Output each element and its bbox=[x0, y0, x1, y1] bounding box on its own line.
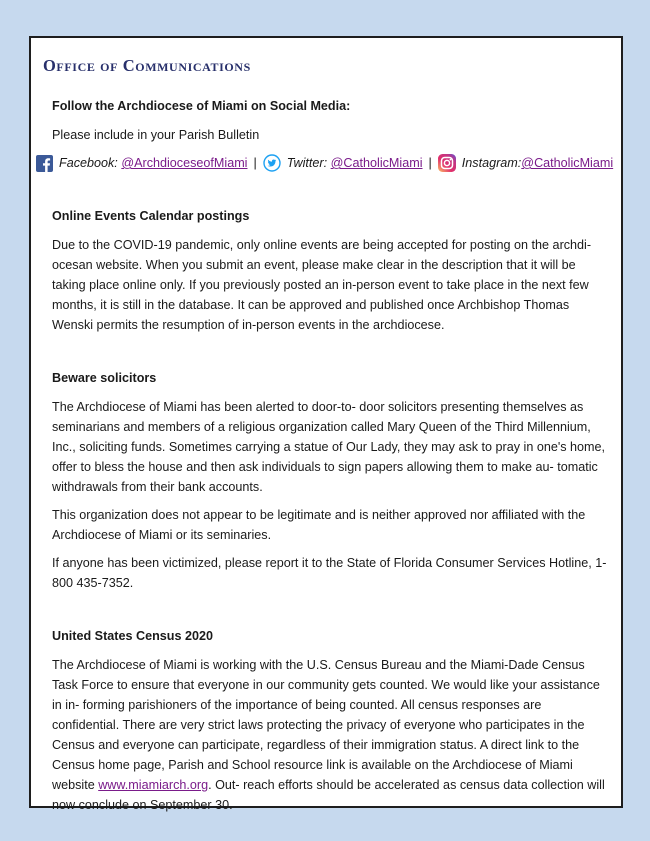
office-title: Office of Communications bbox=[43, 56, 251, 75]
social-follow-heading: Follow the Archdiocese of Miami on Social Media: bbox=[52, 99, 351, 113]
instagram-icon[interactable] bbox=[438, 154, 456, 172]
facebook-handle-link[interactable]: @ArchdioceseofMiami bbox=[121, 156, 248, 170]
miamiarch-website-link[interactable]: www.miamiarch.org bbox=[98, 778, 209, 792]
census-body-text-end: . Out- reach efforts should be accelerated as census data collection will now conclude on September 30. bbox=[52, 778, 605, 812]
solicitors-heading: Beware solicitors bbox=[52, 371, 157, 385]
separator: | bbox=[428, 156, 432, 170]
twitter-label: Twitter: bbox=[286, 156, 328, 170]
instagram-label: Instagram: bbox=[461, 156, 522, 170]
social-links-row bbox=[35, 152, 614, 174]
twitter-icon[interactable] bbox=[263, 154, 281, 172]
online-events-heading: Online Events Calendar postings bbox=[52, 209, 250, 223]
census-body-text: The Archdiocese of Miami is working with the U.S. Census Bureau and the Miami-Dade Census Task Force to ensure that everyone in our community gets counted. We would like your assistance in in- forming parishioners of the importance of being counted. All census responses are confidential. There are very strict laws protecting the privacy of everyone who participates in the Census and everyone can participate, regardless of their immigration status. A direct link to the Census home page, Parish and School resource link is available on the Archdiocese of Miami website bbox=[52, 658, 600, 792]
facebook-label: Facebook: bbox=[59, 156, 118, 170]
bulletin-note: Please include in your Parish Bulletin bbox=[52, 128, 260, 142]
separator: | bbox=[253, 156, 257, 170]
solicitors-body-1: The Archdiocese of Miami has been alerted to door-to- door solicitors presenting themselves as seminarians and members of a religious organization called Mary Queen of the Third Millennium, Inc., soliciting funds. Sometimes carrying a statue of Our Lady, they may ask to pray in one's home, offer to bless the house and then ask individuals to sign papers allowing them to make au- tomatic withdrawals from their bank accounts. bbox=[52, 400, 606, 494]
census-heading: United States Census 2020 bbox=[52, 629, 213, 643]
facebook-icon[interactable] bbox=[35, 154, 53, 172]
solicitors-body-2: This organization does not appear to be legitimate and is neither approved nor affiliated with the Archdiocese of Miami or its seminaries. bbox=[52, 508, 586, 542]
twitter-handle-link[interactable]: @CatholicMiami bbox=[330, 156, 423, 170]
bulletin-page bbox=[29, 36, 623, 812]
solicitors-body-3: If anyone has been victimized, please report it to the State of Florida Consumer Services Hotline, 1-800 435-7352. bbox=[52, 556, 607, 590]
online-events-body: Due to the COVID-19 pandemic, only online events are being accepted for posting on the archdi- ocesan website. When you submit an event, please make clear in the description that it will be taking place online only. If you previously posted an in-person event to take place in the next few months, it is still in the database. It can be approved and published once Archbishop Thomas Wenski permits the resumption of in-person events in the archdiocese. bbox=[52, 238, 592, 332]
instagram-handle-link[interactable]: @CatholicMiami bbox=[521, 156, 614, 170]
census-body bbox=[52, 655, 607, 815]
page-content bbox=[52, 96, 614, 823]
